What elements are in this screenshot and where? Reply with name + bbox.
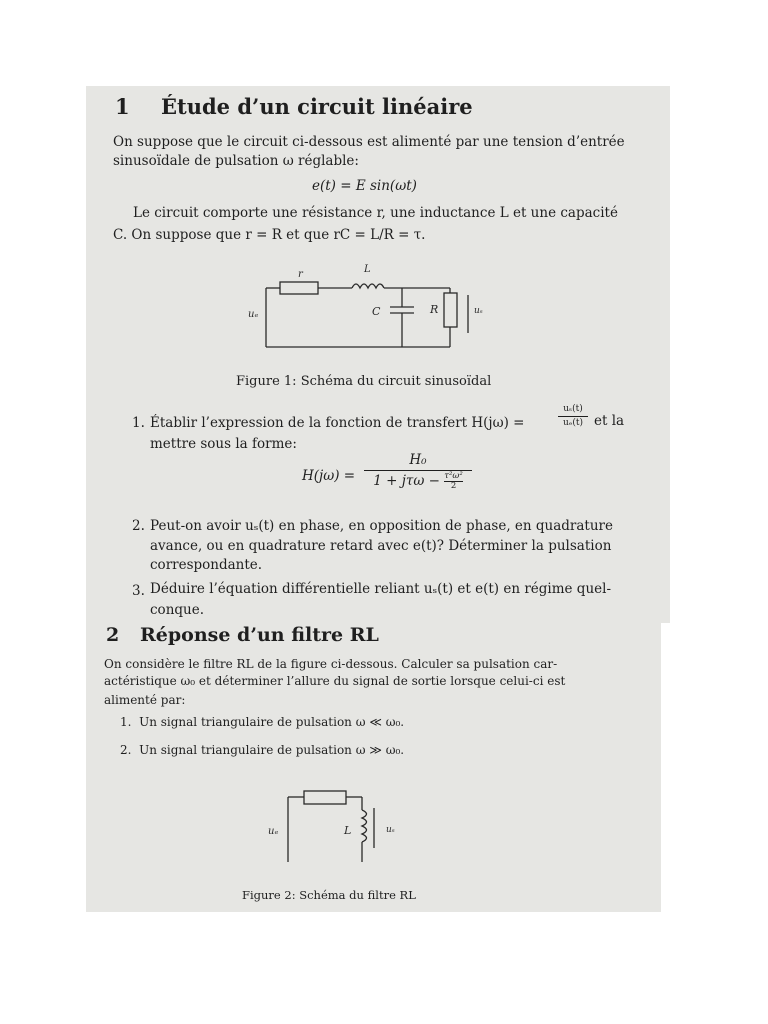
section-1-intro-line2: sinusoïdale de pulsation ω réglable: xyxy=(113,153,359,169)
question-3-line1: Déduire l’équation différentielle reliant uₛ(t) et e(t) en régime quel- xyxy=(150,581,612,597)
question-1-line1-end: et la xyxy=(594,413,625,429)
section-2-item-2-number: 2. xyxy=(120,743,132,757)
figure-2-circuit xyxy=(262,782,412,874)
formula-numerator: H₀ xyxy=(409,452,427,468)
section-2-para-line3: alimenté par: xyxy=(104,693,186,707)
figure-2-caption: Figure 2: Schéma du filtre RL xyxy=(242,888,416,902)
section-2-item-1-number: 1. xyxy=(120,715,132,729)
section-2-number: 2 xyxy=(106,624,120,646)
section-2-title: Réponse d’un filtre RL xyxy=(140,624,379,646)
figure-1-caption: Figure 1: Schéma du circuit sinusoïdal xyxy=(236,374,492,389)
inductor-L-fig2 xyxy=(362,810,367,842)
question-3-line2: conque. xyxy=(150,602,204,618)
section-2-item-1 xyxy=(120,714,404,731)
section-2-item-2-text: Un signal triangulaire de pulsation ω ≫ ω₀. xyxy=(139,743,405,757)
question-2-line3: correspondante. xyxy=(150,557,263,573)
section-1-para-line2: C. On suppose que r = R et que rC = L/R = τ. xyxy=(113,227,426,243)
label-ue: uₑ xyxy=(248,309,259,320)
resistor-R-fig2 xyxy=(304,791,346,804)
label-R: R xyxy=(430,303,439,316)
section-1-intro-line1: On suppose que le circuit ci-dessous est alimenté par une tension d’entrée xyxy=(113,134,625,150)
label-us: uₛ xyxy=(474,306,483,316)
formula-fraction xyxy=(364,452,472,491)
section-2-heading xyxy=(106,624,379,646)
question-1-line1: Établir l’expression de la fonction de transfert H(jω) = xyxy=(150,415,525,431)
formula-denominator-main: 1 + jτω − xyxy=(373,473,440,489)
label-r: r xyxy=(298,269,303,280)
figure-1-circuit xyxy=(240,255,510,355)
transfer-ratio-denominator: uₑ(t) xyxy=(563,418,583,428)
section-2-para-line2: actéristique ω₀ et déterminer l’allure du signal de sortie lorsque celui-ci est xyxy=(104,674,566,688)
label-us-fig2: uₛ xyxy=(386,825,395,835)
label-ue-fig2: uₑ xyxy=(268,826,279,837)
section-1-heading xyxy=(115,94,473,119)
question-2-line2: avance, ou en quadrature retard avec e(t)? Déterminer la pulsation xyxy=(150,538,612,554)
inductor-L xyxy=(352,284,384,288)
label-L: L xyxy=(364,264,371,275)
section-1-title: Étude d’un circuit linéaire xyxy=(161,94,473,119)
transfer-ratio-fraction xyxy=(558,404,588,428)
resistor-R xyxy=(444,293,457,327)
question-3-number: 3. xyxy=(132,583,145,599)
label-L-fig2: L xyxy=(344,824,352,837)
question-2-number: 2. xyxy=(132,518,145,534)
question-1-number: 1. xyxy=(132,415,145,431)
question-1-line2: mettre sous la forme: xyxy=(150,436,297,452)
formula-inner-denominator: 2 xyxy=(444,481,462,491)
question-2-line1: Peut-on avoir uₛ(t) en phase, en opposition de phase, en quadrature xyxy=(150,518,613,534)
section-2-item-2 xyxy=(120,742,404,759)
formula-inner-numerator: τ²ω² xyxy=(444,471,463,481)
equation-input-signal: e(t) = E sin(ωt) xyxy=(312,178,417,194)
section-1-para-line1: Le circuit comporte une résistance r, une inductance L et une capacité xyxy=(133,205,618,221)
transfer-ratio-numerator: uₛ(t) xyxy=(563,404,583,414)
section-2-para-line1: On considère le filtre RL de la figure ci-dessous. Calculer sa pulsation car- xyxy=(104,657,558,671)
formula-denominator-fraction xyxy=(444,472,462,491)
section-2-item-1-text: Un signal triangulaire de pulsation ω ≪ ω₀. xyxy=(139,715,405,729)
label-C: C xyxy=(372,305,381,318)
formula-denominator xyxy=(364,472,472,491)
resistor-r xyxy=(280,282,318,294)
formula-lhs: H(jω) = xyxy=(302,468,356,484)
section-1-number: 1 xyxy=(115,94,130,119)
